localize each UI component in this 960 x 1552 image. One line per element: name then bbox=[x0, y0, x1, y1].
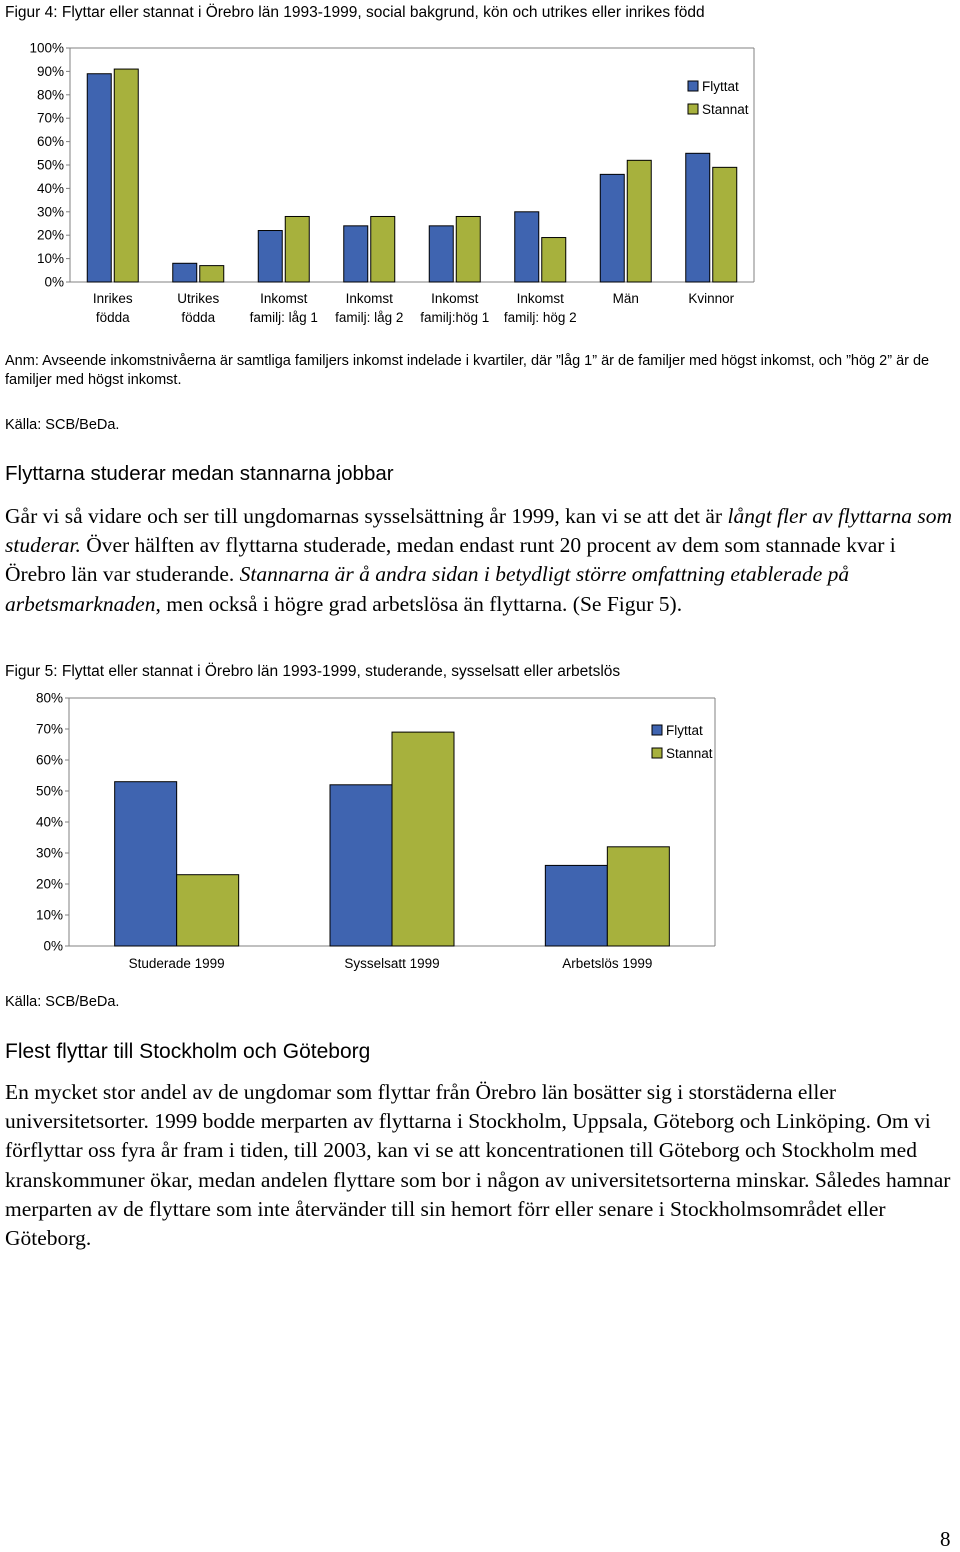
legend-swatch-flyttat bbox=[688, 81, 698, 91]
page-number: 8 bbox=[940, 1527, 951, 1551]
x-category-label: Arbetslös 1999 bbox=[562, 956, 653, 971]
bar-flyttat bbox=[686, 153, 710, 282]
bar-stannat bbox=[200, 266, 224, 282]
bar-flyttat bbox=[115, 782, 177, 946]
legend-label-flyttat: Flyttat bbox=[666, 723, 703, 738]
bar-stannat bbox=[371, 216, 395, 282]
para-text: Över hälften av flyttarna studerade, medan endast runt 20 procent av dem som stannade kvar i Örebro län var studerande. bbox=[5, 533, 896, 587]
bar-flyttat bbox=[330, 785, 392, 946]
y-tick-label: 40% bbox=[36, 180, 64, 196]
legend-swatch-flyttat bbox=[652, 725, 662, 735]
y-tick-label: 10% bbox=[35, 907, 63, 923]
bar-flyttat bbox=[258, 231, 282, 282]
y-tick-label: 10% bbox=[36, 251, 64, 267]
x-category-label: födda bbox=[95, 310, 130, 325]
y-tick-label: 70% bbox=[36, 110, 64, 126]
legend-label-stannat: Stannat bbox=[666, 746, 713, 761]
x-category-label: Studerade 1999 bbox=[128, 956, 225, 971]
y-tick-label: 70% bbox=[35, 721, 63, 737]
x-category-label: familj:hög 1 bbox=[420, 310, 490, 325]
y-tick-label: 30% bbox=[36, 204, 64, 220]
bar-stannat bbox=[114, 69, 138, 282]
x-category-label: Män bbox=[612, 291, 639, 306]
section-heading-studying: Flyttarna studerar medan stannarna jobbar bbox=[5, 462, 394, 485]
section-heading-destinations: Flest flyttar till Stockholm och Göteborg bbox=[5, 1040, 371, 1063]
bar-stannat bbox=[456, 216, 480, 282]
y-tick-label: 0% bbox=[44, 274, 64, 290]
x-category-label: familj: hög 2 bbox=[503, 310, 577, 325]
y-tick-label: 60% bbox=[35, 752, 63, 768]
x-category-label: familj: låg 1 bbox=[249, 310, 318, 325]
bar-flyttat bbox=[429, 226, 453, 282]
para-text: Går vi så vidare och ser till ungdomarnas sysselsättning år 1999, kan vi se att det är bbox=[5, 504, 728, 528]
figure-4-note: Anm: Avseende inkomstnivåerna är samtliga familjers inkomst indelade i kvartiler, där ”låg 1” är de familjer med högst inkomst, och ”hög 2” är de familjer med högst inkomst. bbox=[5, 353, 930, 388]
para-emphasis: långt fler av flyttarna som studerar. bbox=[5, 504, 953, 558]
bar-stannat bbox=[542, 238, 566, 282]
legend-label-stannat: Stannat bbox=[702, 102, 749, 117]
y-tick-label: 90% bbox=[36, 63, 64, 79]
figure-5-source: Källa: SCB/BeDa. bbox=[5, 994, 120, 1010]
y-tick-label: 20% bbox=[35, 876, 63, 892]
bar-stannat bbox=[607, 847, 669, 946]
y-tick-label: 80% bbox=[35, 690, 63, 706]
figure-5-chart bbox=[0, 686, 960, 986]
figure-4-source: Källa: SCB/BeDa. bbox=[5, 417, 120, 433]
para-text: , men också i högre grad arbetslösa än flyttarna. (Se Figur 5). bbox=[155, 591, 683, 616]
bar-flyttat bbox=[173, 263, 197, 282]
bar-flyttat bbox=[600, 174, 624, 282]
y-tick-label: 0% bbox=[43, 938, 63, 954]
y-tick-label: 50% bbox=[35, 783, 63, 799]
y-tick-label: 100% bbox=[29, 40, 64, 56]
bar-flyttat bbox=[545, 865, 607, 946]
x-category-label: Kvinnor bbox=[688, 291, 735, 306]
legend-swatch-stannat bbox=[688, 104, 698, 114]
bar-flyttat bbox=[87, 74, 111, 282]
y-tick-label: 60% bbox=[36, 134, 64, 150]
bar-stannat bbox=[713, 167, 737, 282]
section-paragraph-studying bbox=[5, 502, 960, 619]
x-category-label: Inkomst bbox=[431, 291, 479, 306]
x-category-label: Inkomst bbox=[516, 291, 564, 306]
y-tick-label: 50% bbox=[36, 157, 64, 173]
figure-5-title: Figur 5: Flyttat eller stannat i Örebro län 1993-1999, studerande, sysselsatt eller arbetslös bbox=[5, 663, 621, 680]
figure-4-chart bbox=[0, 36, 960, 336]
x-category-label: födda bbox=[181, 310, 216, 325]
x-category-label: Utrikes bbox=[177, 291, 220, 306]
para-emphasis: Stannarna är å andra sidan i betydligt större omfattning etablerade på arbetsmarknaden bbox=[5, 562, 850, 616]
bar-stannat bbox=[392, 732, 454, 946]
legend-label-flyttat: Flyttat bbox=[702, 79, 739, 94]
legend-swatch-stannat bbox=[652, 748, 662, 758]
y-tick-label: 20% bbox=[36, 227, 64, 243]
x-category-label: Inkomst bbox=[260, 291, 308, 306]
x-category-label: Inrikes bbox=[92, 291, 133, 306]
bar-stannat bbox=[177, 875, 239, 946]
y-tick-label: 30% bbox=[35, 845, 63, 861]
section-paragraph-destinations: En mycket stor andel av de ungdomar som flyttar från Örebro län bosätter sig i storstäderna eller universitetsorter. 1999 bodde merparten av flyttarna i Stockholm, Uppsala, Göteborg och Linköping. Om vi förflyttar oss fyra år fram i tiden, till 2003, kan vi se att koncentrationen till Göteborg och Stockholm med kranskommuner ökar, medan andelen flyttare som bor i någon av universitetsorterna minskar. Således hamnar merparten av de flyttare som inte återvänder till sin hemort förr eller senare i Stockholmsområdet eller Göteborg. bbox=[5, 1080, 951, 1251]
x-category-label: Sysselsatt 1999 bbox=[344, 956, 440, 971]
bar-stannat bbox=[285, 216, 309, 282]
bar-flyttat bbox=[344, 226, 368, 282]
bar-stannat bbox=[627, 160, 651, 282]
y-tick-label: 40% bbox=[35, 814, 63, 830]
bar-flyttat bbox=[515, 212, 539, 282]
figure-4-title: Figur 4: Flyttar eller stannat i Örebro län 1993-1999, social bakgrund, kön och utrikes eller inrikes född bbox=[5, 4, 705, 21]
x-category-label: familj: låg 2 bbox=[335, 310, 404, 325]
x-category-label: Inkomst bbox=[345, 291, 393, 306]
y-tick-label: 80% bbox=[36, 87, 64, 103]
